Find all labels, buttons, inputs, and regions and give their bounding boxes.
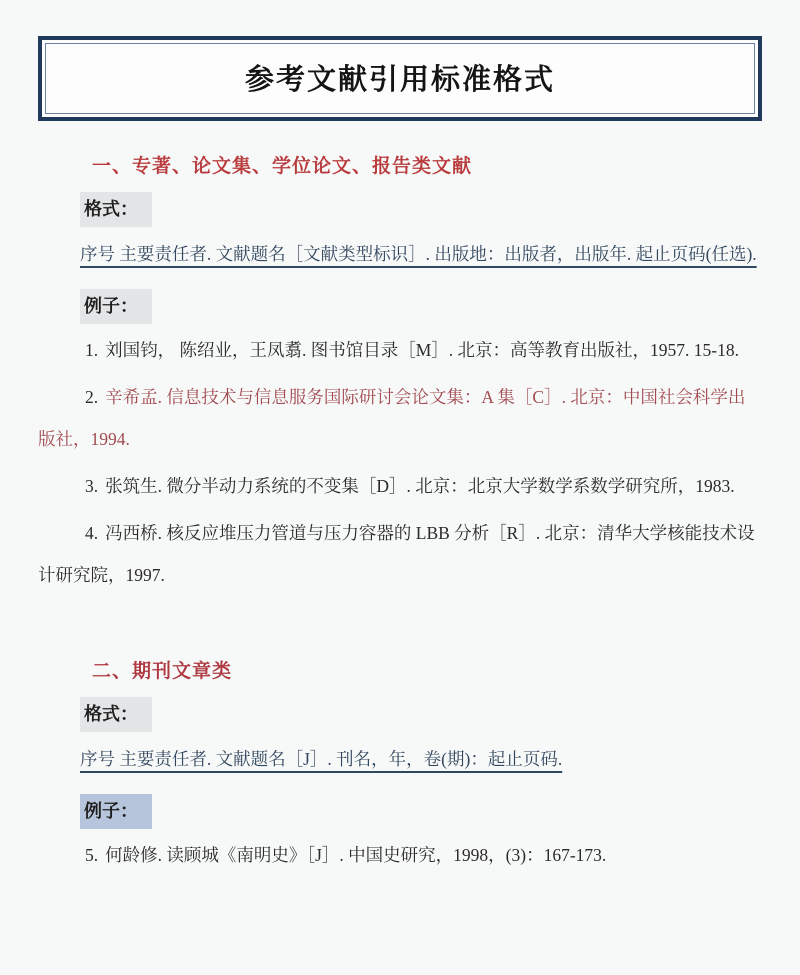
example-item-3	[38, 465, 762, 507]
example-number: 1.	[85, 340, 99, 360]
section-journal-articles	[38, 656, 762, 876]
example-number: 4.	[85, 523, 99, 543]
title-box-inner	[45, 43, 755, 114]
section-monographs	[38, 151, 762, 596]
example-label-row-1	[38, 289, 762, 324]
format-rule-2: 序号 主要责任者. 文献题名［J］. 刊名，年，卷(期)：起止页码.	[80, 749, 563, 769]
example-number: 2.	[85, 387, 99, 407]
example-number: 5.	[85, 845, 99, 865]
section-heading-2: 二、期刊文章类	[92, 661, 233, 682]
example-label-row-2	[38, 794, 762, 829]
title-box	[38, 36, 762, 121]
format-label-1: 格式：	[80, 192, 152, 227]
page-title: 参考文献引用标准格式	[244, 64, 555, 96]
example-item-5	[38, 834, 762, 876]
example-number: 3.	[85, 476, 99, 496]
example-text: 张筑生. 微分半动力系统的不变集［D］. 北京：北京大学数学系数学研究所，1983.	[105, 476, 735, 496]
format-label-2: 格式：	[80, 697, 152, 732]
example-label-1: 例子：	[80, 289, 152, 324]
example-text: 辛希孟. 信息技术与信息服务国际研讨会论文集：A 集［C］. 北京：中国社会科学出版社，1994.	[38, 387, 746, 449]
format-label-row-1	[38, 192, 762, 227]
example-item-2	[38, 376, 762, 460]
example-text: 刘国钧， 陈绍业，王凤翥. 图书馆目录［M］. 北京：高等教育出版社，1957. 15-18.	[105, 340, 740, 360]
example-item-4	[38, 512, 762, 596]
example-label-2: 例子：	[80, 794, 152, 829]
document-page	[0, 36, 800, 975]
format-rule-1: 序号 主要责任者. 文献题名［文献类型标识］. 出版地：出版者，出版年. 起止页码(任选).	[80, 244, 757, 264]
example-text: 何龄修. 读顾城《南明史》［J］. 中国史研究，1998，(3)：167-173.	[105, 845, 607, 865]
example-text: 冯西桥. 核反应堆压力管道与压力容器的 LBB 分析［R］. 北京：清华大学核能技术设计研究院，1997.	[38, 523, 755, 585]
section-heading-1: 一、专著、论文集、学位论文、报告类文献	[92, 156, 473, 177]
document-content	[0, 151, 800, 876]
example-item-1	[38, 329, 762, 371]
format-label-row-2	[38, 697, 762, 732]
